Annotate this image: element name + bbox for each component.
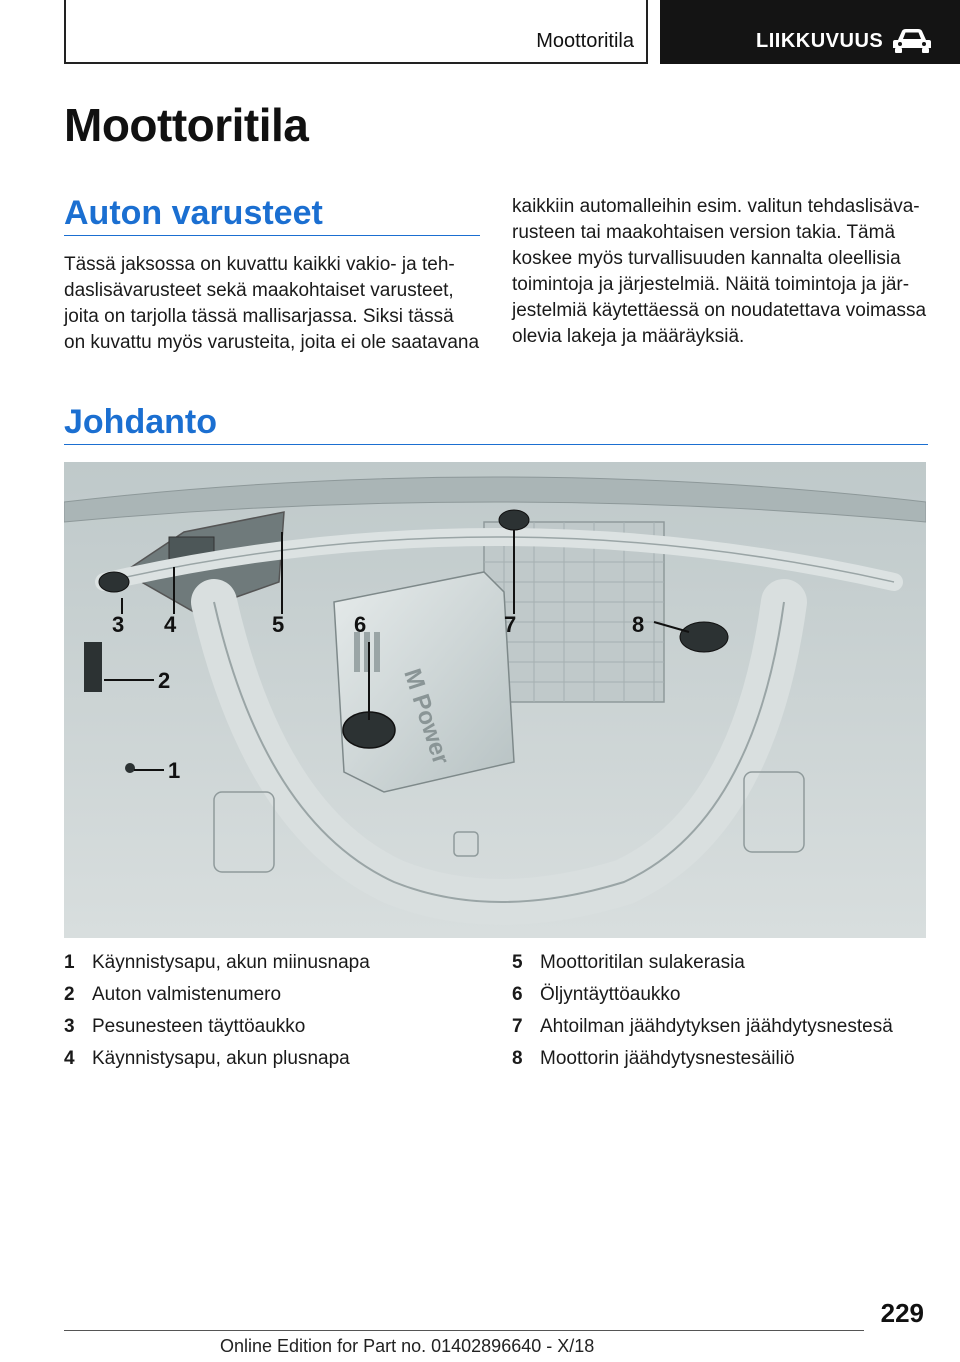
legend-item: 6 Öljyntäyttöaukko [512,984,681,1005]
engine-compartment-figure [64,462,926,938]
engine-illustration [64,462,926,938]
engine-cover-text: M Power [398,665,455,768]
legend-column-right [512,950,893,1078]
callout-label: 1 [168,758,181,783]
callout-label: 2 [158,668,171,693]
legend-item: 4 Käynnistysapu, akun plusnapa [64,1048,350,1069]
car-front-icon [892,28,932,54]
header-section-label: Moottoritila [536,30,634,52]
legend-item: 3 Pesunesteen täyttöaukko [64,1016,306,1037]
header-chapter-label: LIIKKUVUUS [756,30,884,52]
page-title: Moottoritila [64,99,309,151]
page-number: 229 [880,1298,924,1328]
legend-item: 1 Käynnistysapu, akun miinusnapa [64,952,370,973]
legend-item: 2 Auton valmistenumero [64,984,282,1005]
callout-label: 6 [354,612,367,637]
callout-label: 3 [112,612,125,637]
callout-label: 5 [272,612,285,637]
header-chapter-box [660,0,960,64]
section-rule [64,235,480,236]
legend-column-left [64,950,370,1078]
section1-paragraph-col2: kaikkiin automalleihin esim. valitun tehdaslisäva‐ rusteen tai maakohtaisen version takia. Tämä koskee myös turvallisuuden kannalta oleellisia toimintoja ja järjestelmiä. Näitä toimintoja ja jär‐ jestelmiä käytettäessä on noudatettava voimassa olevia lakeja ja määräyksiä. [512,196,927,347]
legend-item: 5 Moottoritilan sulakerasia [512,952,745,973]
section-rule [64,444,928,445]
footer-edition: Online Edition for Part no. 01402896640 - X/18 [220,1336,595,1356]
footer-rule [64,1330,864,1331]
callout-label: 7 [504,612,517,637]
callout-label: 8 [632,612,645,637]
legend-item: 7 Ahtoilman jäähdytyksen jäähdytysnestesä [512,1016,893,1037]
callout-label: 4 [164,612,177,637]
section-title-johdanto: Johdanto [64,403,217,441]
section1-paragraph-col1: Tässä jaksossa on kuvattu kaikki vakio- ja teh‐ daslisävarusteet sekä maakohtaiset varusteet, joita on tarjolla tässä mallisarjassa. Siksi tässä on kuvattu myös varusteita, joita ei ole saatavana [64,254,480,353]
header-section-box [64,0,648,64]
section-title-auton-varusteet: Auton varusteet [64,194,323,232]
legend-item: 8 Moottorin jäähdytysnestesäiliö [512,1048,795,1069]
